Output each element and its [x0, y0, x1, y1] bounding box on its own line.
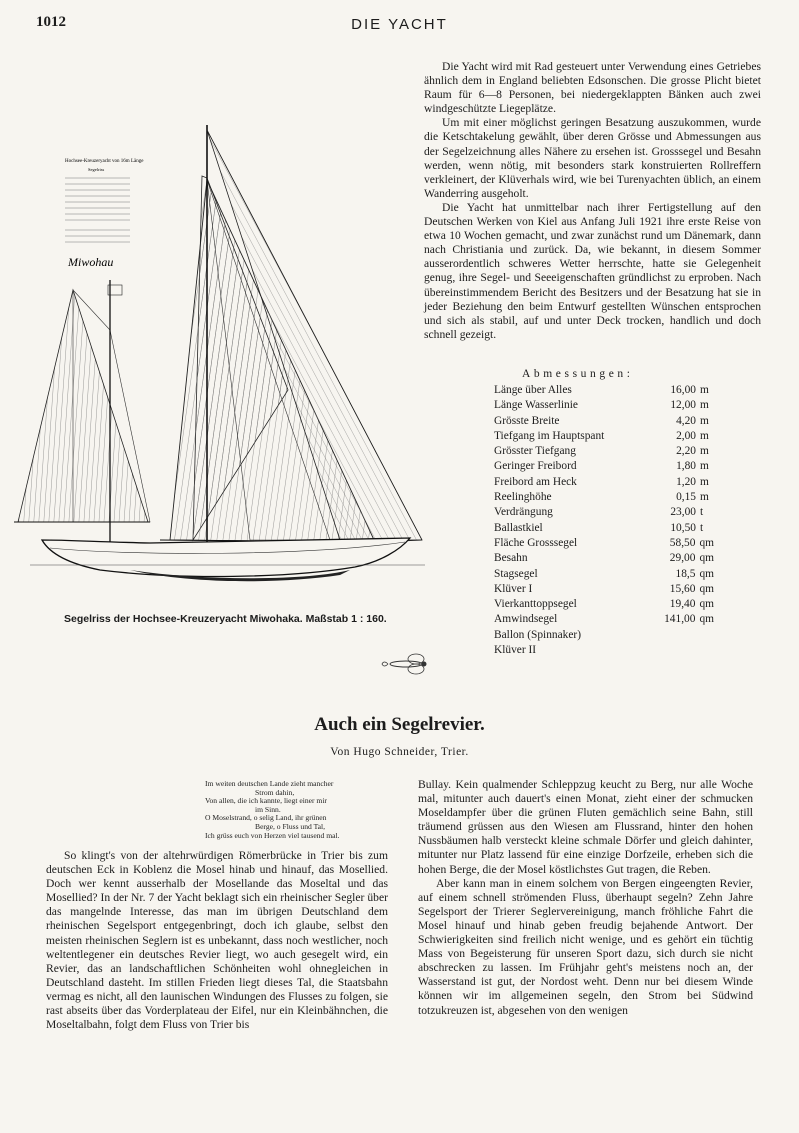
- dimension-label: Stagsegel: [494, 567, 538, 580]
- running-title: DIE YACHT: [351, 16, 448, 33]
- sail-plan-figure: [10, 70, 430, 605]
- verse-line: Im weiten deutschen Lande zieht mancher: [205, 779, 334, 788]
- dimension-row: [494, 597, 714, 612]
- dimension-value: 0,15: [676, 491, 696, 504]
- dimension-value: 2,20: [676, 445, 696, 458]
- dimension-row: [494, 444, 714, 459]
- dimension-label: Fläche Grosssegel: [494, 536, 578, 549]
- dimension-row: [494, 582, 714, 597]
- sail-plan-drawing: [10, 70, 430, 605]
- dimension-unit: m: [700, 491, 709, 504]
- dimension-value: 141,00: [664, 613, 696, 626]
- dimension-value: 29,00: [669, 552, 696, 565]
- dimension-unit: m: [700, 445, 709, 458]
- inset-signature: Miwohau: [68, 255, 114, 269]
- dimension-row: [494, 414, 714, 429]
- dimension-value: 19,40: [669, 598, 696, 611]
- dimension-row: [494, 643, 714, 658]
- dimension-label: Amwindsegel: [494, 613, 558, 626]
- hull: [42, 538, 410, 576]
- article-right-column: [418, 778, 753, 1018]
- intro-paragraph: Um mit einer möglichst geringen Besatzung auszukommen, wurde die Ketschtakelung gewählt, über deren Grösse und Abmessungen aus der Segelzeichnung alles Nähere zu ersehen ist. Grosssegel und Besahn werden, wenn nötig, mit besonders stark konstruierten Rollreffern verkleinert, der Klüverhals wird, wie bei Turenyachten üblich, an einem Wanderring ausgeholt.: [424, 116, 761, 200]
- dimension-unit: t: [700, 506, 704, 519]
- dimension-value: 1,20: [676, 475, 696, 488]
- inset-spec-block: [65, 159, 144, 269]
- dimension-unit: qm: [699, 536, 714, 549]
- dimension-label: Länge über Alles: [494, 384, 572, 396]
- dimension-row: [494, 551, 714, 566]
- figure-caption: Segelriss der Hochsee-Kreuzeryacht Miwohaka. Maßstab 1 : 160.: [64, 613, 387, 625]
- dimension-value: [634, 643, 696, 658]
- dimension-label: Klüver II: [494, 644, 537, 657]
- dimension-unit: t: [700, 521, 704, 534]
- dimension-value: 10,50: [670, 521, 696, 534]
- dimension-row: [494, 567, 714, 582]
- dimension-row: [494, 383, 714, 398]
- epigraph-verse: [205, 780, 405, 840]
- dimension-unit: qm: [699, 567, 714, 580]
- dimension-label: Verdrängung: [494, 506, 553, 519]
- dimension-unit: m: [700, 475, 709, 488]
- dimension-unit: qm: [699, 613, 714, 626]
- dimension-unit: m: [700, 460, 709, 473]
- verse-line: Ich grüss euch von Herzen viel tausend mal.: [205, 830, 340, 840]
- dimension-unit: m: [700, 414, 709, 427]
- dimension-row: [494, 475, 714, 490]
- dimension-row: [494, 536, 714, 551]
- verse-line: Von allen, die ich kannte, liegt einer mir: [205, 796, 327, 806]
- verse-line: O Moselstrand, o selig Land, ihr grünen: [205, 813, 327, 823]
- dimension-row: [494, 398, 714, 413]
- dimension-value: 23,00: [670, 506, 696, 519]
- inset-title: Hochsee-Kreuzeryacht von 16m Länge: [65, 159, 144, 164]
- verse-line: Strom dahin,: [255, 787, 295, 797]
- dimension-row: [494, 628, 714, 643]
- mizzen-sail: [18, 290, 148, 522]
- dimension-unit: m: [700, 429, 709, 442]
- dimension-label: Ballastkiel: [494, 521, 543, 534]
- dimension-value: 15,60: [669, 582, 696, 595]
- dimension-unit: qm: [699, 552, 714, 565]
- dimension-row: [494, 521, 714, 536]
- dimension-label: Vierkanttoppsegel: [494, 598, 577, 611]
- dimension-value: 1,80: [676, 460, 696, 473]
- dimension-value: 18,5: [675, 567, 696, 580]
- dimension-label: Reelinghöhe: [494, 491, 552, 504]
- inset-subtitle: Segelriss: [88, 167, 105, 172]
- intro-paragraph: Die Yacht wird mit Rad gesteuert unter Verwendung eines Getriebes ähnlich dem in England beliebten Edsonschen. Die grosse Plicht bietet Raum für 6—8 Personen, bei niedergeklappten Bänken auch zwei windgeschützte Liegeplätze.: [424, 60, 761, 116]
- article-paragraph: Aber kann man in einem solchem von Bergen eingeengten Revier, auf einem schnell strömenden Fluss, überhaupt segeln? Zehn Jahre Segelsport der Trierer Seglervereinigung, manch fröhliche Fahrt die Mosel hinauf und hinab geben freudig bejahende Antwort. Der Schwierigkeiten sind freilich nicht wenige, und es gehört ein tüchtig Mass von Begeisterung für unseren Sport dazu, sich durch sie nicht abschrecken zu lassen. Im Frühjahr geht's meistens noch an, der Wasserstand ist gut, der Nordost weht. Denn nur bei diesem Winde können wir im allgemeinen segeln, den Strom bei Südwind totzukreuzen ist, abgesehen von den wenigen: [418, 876, 753, 1017]
- article-paragraph: Bullay. Kein qualmender Schleppzug keucht zu Berg, nur alle Woche mal, mitunter auch dauert's einen Monat, zieht einer der schmucken Moseldampfer über die grünen Fluten gemächlich seine Bahn, still träumend grüssen aus den Wiesen am Flussrand, hinter den hohen Nussbäumen halb versteckt kleine schmale Dörfer und gleich dahinter, mitunter nur Platz lassend für eine einzige Dorfzeile, erheben sich die hohen Berge, die der Mosel köstlichstes Gut tragen, die Reben.: [418, 778, 753, 876]
- verse-line: im Sinn.: [255, 804, 281, 814]
- dimension-unit: qm: [699, 582, 714, 595]
- dimension-row: [494, 459, 714, 474]
- dimension-row: [494, 429, 714, 444]
- dimension-value: [634, 628, 696, 643]
- dimension-label: Länge Wasserlinie: [494, 399, 578, 412]
- dimension-row: [494, 612, 714, 627]
- dimension-label: Klüver I: [494, 582, 533, 595]
- dimension-label: Grösster Tiefgang: [494, 445, 576, 458]
- verse-line: Berge, o Fluss und Tal,: [255, 821, 326, 831]
- dimensions-table: [494, 383, 714, 658]
- article-byline: Von Hugo Schneider, Trier.: [330, 746, 469, 758]
- dimension-value: 2,00: [676, 429, 696, 442]
- dimension-label: Freibord am Heck: [494, 475, 577, 488]
- dimension-label: Grösste Breite: [494, 414, 560, 427]
- dimension-value: 12,00: [670, 399, 696, 412]
- dimensions-heading: Abmessungen:: [522, 368, 634, 380]
- dimension-label: Tiefgang im Hauptspant: [494, 429, 605, 442]
- dimension-unit: m: [700, 399, 709, 412]
- dimension-unit: m: [700, 384, 709, 396]
- intro-paragraph: Die Yacht hat unmittelbar nach ihrer Fertigstellung auf den Deutschen Werken von Kiel aus Anfang Juli 1921 ihre erste Reise von etwa 10 Wochen gemacht, und zwar zunächst rund um Dänemark, dann nach Christiania und zurück. Da, wie bekannt, in diesem Sommer ausserordentlich schweres Wetter herrschte, hatte sie Gelegenheit genug, ihre Segel- und Seeeigenschaften gründlichst zu erproben. Nach übereinstimmendem Bericht des Besitzers und der Besatzung hat sie in jeder Beziehung den beim Entwurf gestellten Wünschen entsprochen und sich als stabil, auf und unter Deck trocken, handlich und doch schnell gezeigt.: [424, 200, 761, 341]
- ornament-icon: [380, 650, 436, 678]
- dimension-label: Ballon (Spinnaker): [494, 628, 581, 641]
- dimension-row: [494, 505, 714, 520]
- article-left-column: [46, 849, 388, 1032]
- dimension-label: Geringer Freibord: [494, 460, 577, 473]
- dimension-row: [494, 490, 714, 505]
- article-title: Auch ein Segelrevier.: [314, 714, 485, 735]
- article-paragraph: So klingt's von der altehrwürdigen Römerbrücke in Trier bis zum deutschen Eck in Koblenz die Mosel hinab und hinauf, das Mosellied. Doch wer kennt ausserhalb der Mosellande das Moseltal und das Mosellied? In der Nr. 7 der Yacht beklagt sich ein rheinischer Segler über das mangelnde Interesse, das man im übrigen Deutschland dem rheinischen Segelsport entgegenbringt, doch ich glaube, selbst den meisten rheinischen Seglern ist es unbekannt, dass noch westlicher, noch weltentlegener ein deutsches Revier liegt, wo auch gesegelt wird, ein Revier, das an landschaftlichen Schönheiten wohl ohnegleichen in Deutschland dasteht. Im stillen Frieden liegt dieses Tal, die Staatsbahn vermag es nicht, all den launischen Windungen des Flusses zu folgen, sie rast abseits über das Vorderplateau der Eifel, nur ein Kleinbähnchen, die Moseltalbahn, folgt dem Fluss von Trier bis: [46, 849, 388, 1032]
- page-number: 1012: [36, 14, 66, 30]
- dimension-value: 4,20: [676, 414, 696, 427]
- intro-text-column: [424, 60, 761, 342]
- dimension-label: Besahn: [494, 552, 528, 565]
- dimension-value: 16,00: [670, 384, 696, 396]
- dimension-unit: qm: [699, 598, 714, 611]
- dimension-value: 58,50: [669, 536, 696, 549]
